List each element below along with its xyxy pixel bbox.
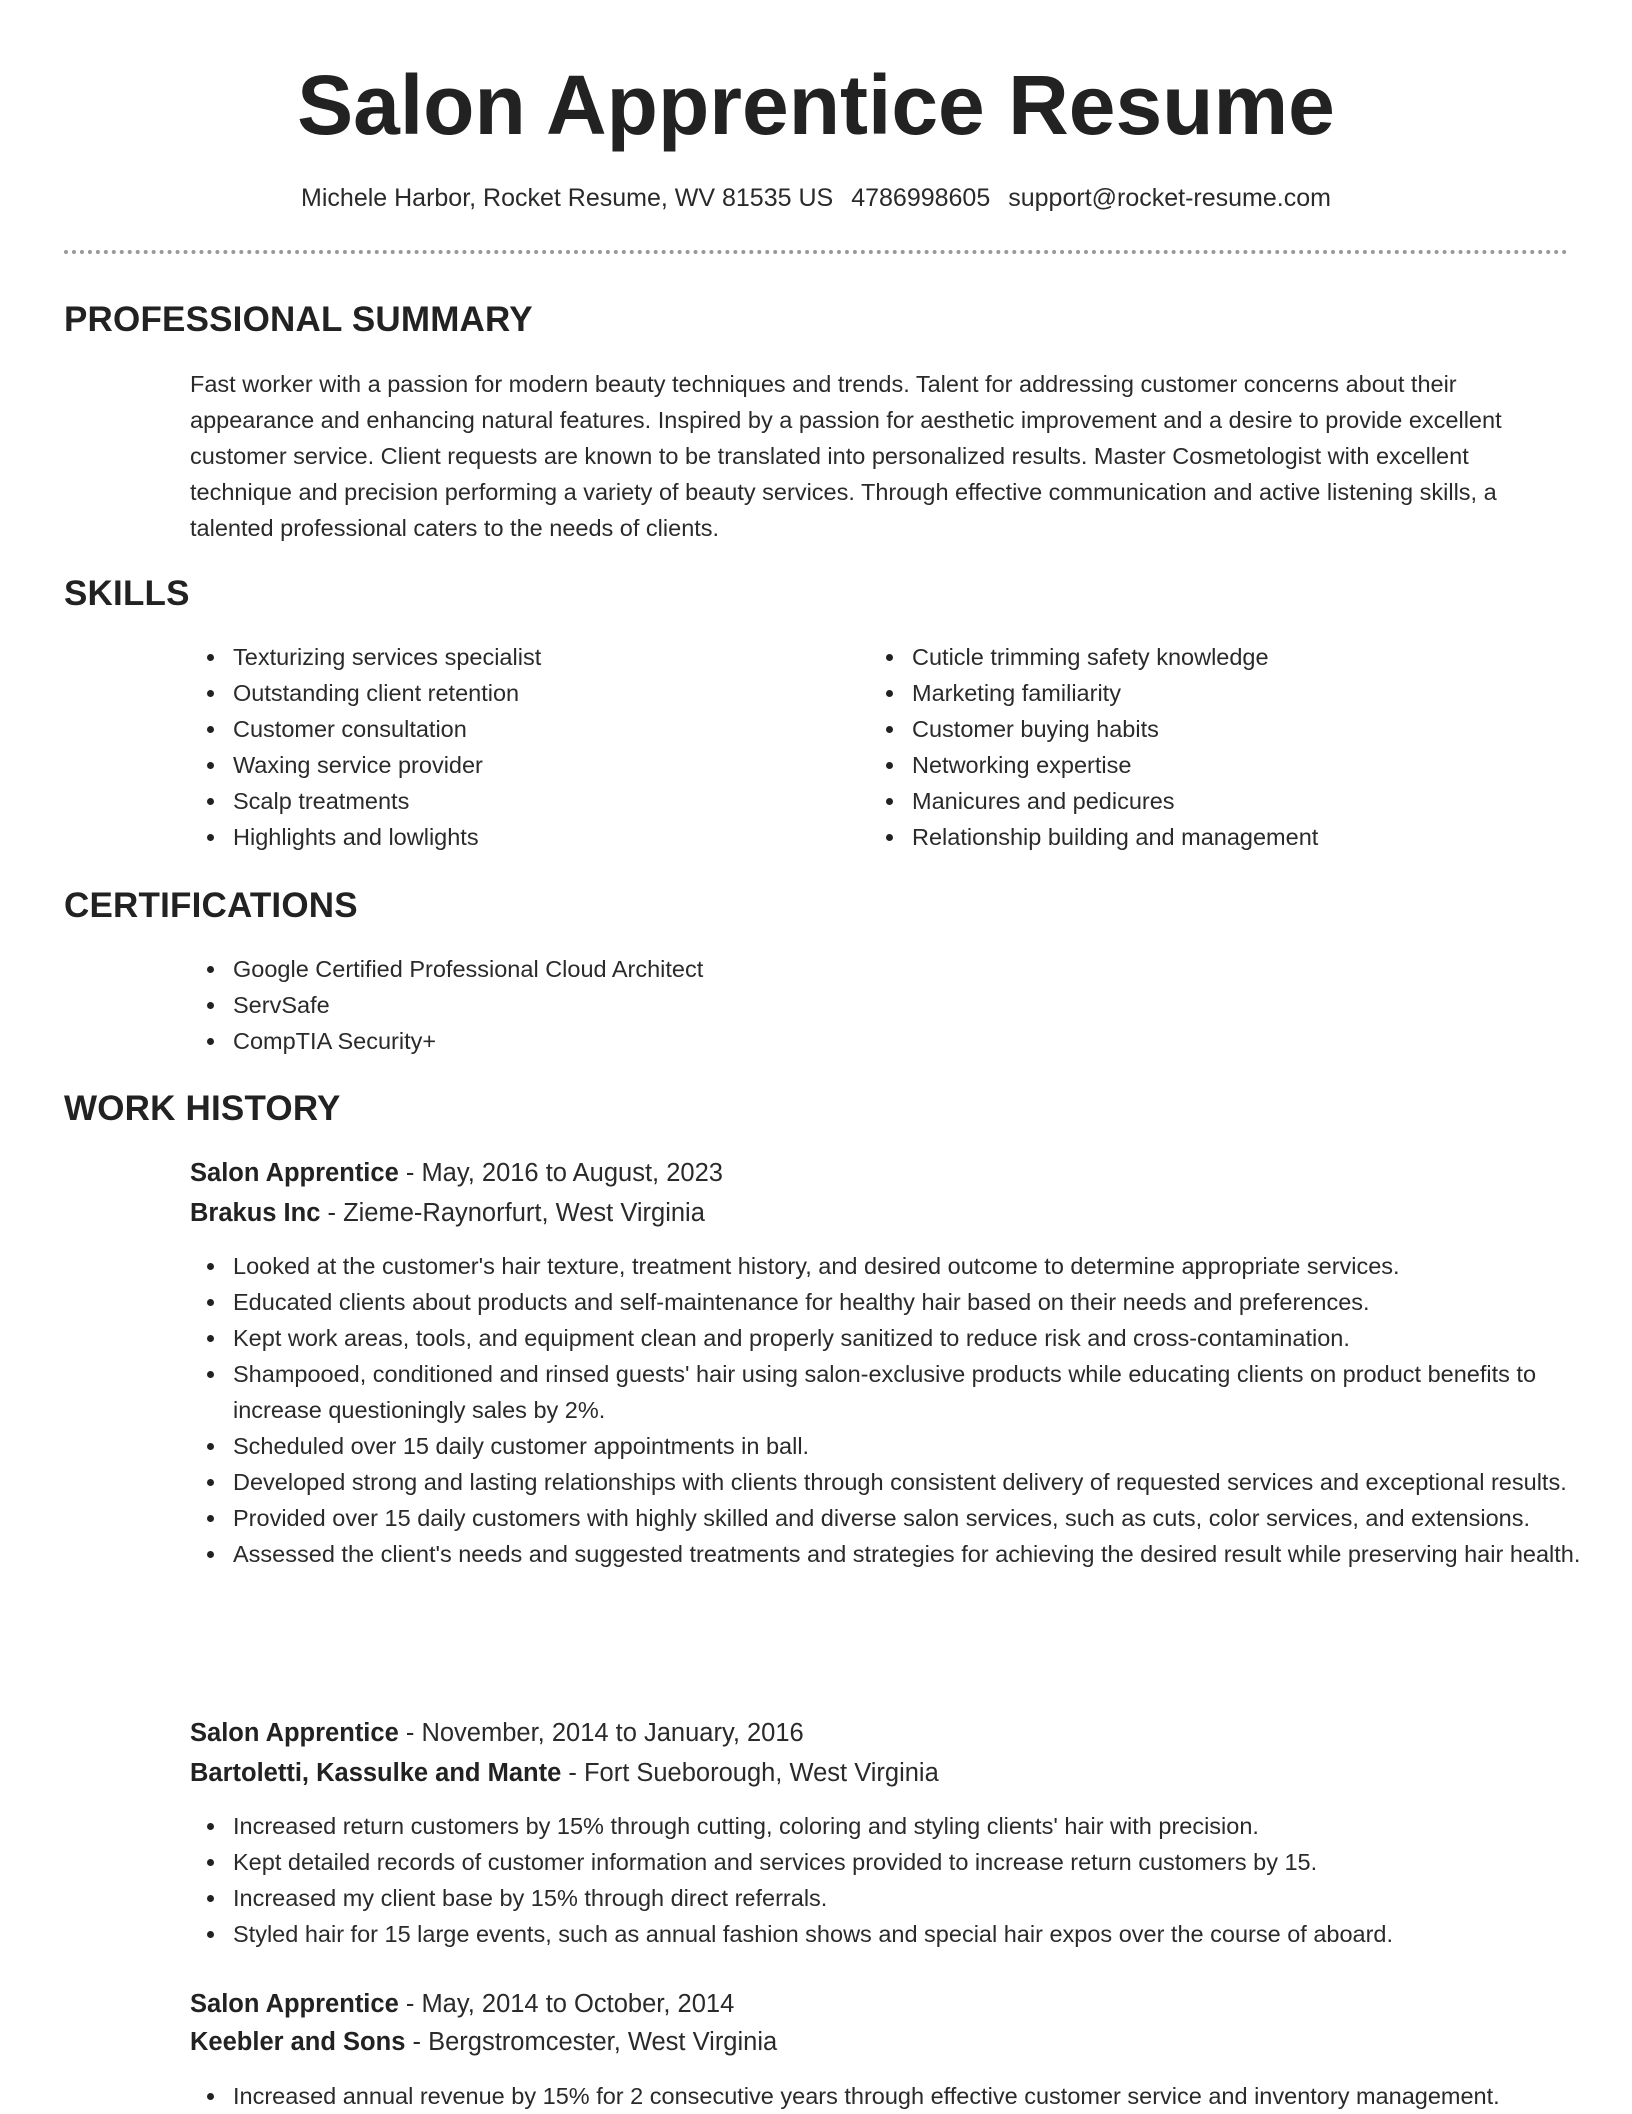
job-company: Keebler and Sons (190, 2028, 406, 2056)
certification-item: Google Certified Professional Cloud Architect (233, 951, 1593, 987)
job-separator: - (398, 1719, 422, 1747)
contact-line (0, 181, 1632, 215)
skill-item: Highlights and lowlights (233, 819, 853, 855)
job-separator: - (320, 1199, 344, 1227)
skills-list-left (190, 639, 853, 855)
skill-item: Customer consultation (233, 711, 853, 747)
section-title-summary: PROFESSIONAL SUMMARY (64, 300, 533, 339)
job-location: Fort Sueborough, West Virginia (583, 1759, 939, 1787)
summary-text: Fast worker with a passion for modern beauty techniques and trends. Talent for addressing customer concerns about their appearance and enhancing natural features. Inspired by a passion for aesthetic improvement and a desire to provide excellent customer service. Client requests are known to be translated into personalized results. Master Cosmetologist with excellent technique and precision performing a variety of beauty services. Through effective communication and active listening skills, a talented professional caters to the needs of clients. (190, 371, 1502, 541)
job-title: Salon Apprentice (190, 1719, 399, 1747)
job-bullet: Increased annual revenue by 15% for 2 consecutive years through effective customer service and inventory management. (233, 2078, 1632, 2114)
skill-item: Texturizing services specialist (233, 639, 853, 675)
job-dates: November, 2014 to January, 2016 (421, 1719, 804, 1747)
header-divider (64, 250, 1568, 254)
contact-address: Michele Harbor, Rocket Resume, WV 81535 US (301, 184, 834, 212)
job-bullet: Styled hair for 15 large events, such as annual fashion shows and special hair expos over the course of aboard. (233, 1916, 1613, 1952)
section-title-work-history: WORK HISTORY (64, 1089, 341, 1128)
job-bullet: Assessed the client's needs and suggested treatments and strategies for achieving the desired result while preserving hair health. (233, 1536, 1613, 1572)
job-bullet: Educated clients about products and self-maintenance for healthy hair based on their needs and preferences. (233, 1284, 1613, 1320)
skill-item: Networking expertise (912, 747, 1592, 783)
skill-item: Outstanding client retention (233, 675, 853, 711)
job-bullet: Provided over 15 daily customers with highly skilled and diverse salon services, such as cuts, color services, and extensions. (233, 1500, 1613, 1536)
job-company: Bartoletti, Kassulke and Mante (190, 1759, 562, 1787)
job-title-line (190, 1153, 723, 1193)
job-bullet: Kept work areas, tools, and equipment clean and properly sanitized to reduce risk and cross-contamination. (233, 1320, 1613, 1356)
skills-list-right (869, 639, 1592, 855)
skill-item: Manicures and pedicures (912, 783, 1592, 819)
contact-phone: 4786998605 (851, 184, 991, 212)
skill-item: Cuticle trimming safety knowledge (912, 639, 1592, 675)
skill-item: Waxing service provider (233, 747, 853, 783)
job-bullet: Kept detailed records of customer information and services provided to increase return customers by 15. (233, 1844, 1613, 1880)
job-separator: - (398, 1159, 422, 1187)
job-title: Salon Apprentice (190, 1990, 399, 2018)
certification-item: ServSafe (233, 987, 1593, 1023)
job-bullet: Shampooed, conditioned and rinsed guests' hair using salon-exclusive products while educating clients on product benefits to increase questioningly sales by 2%. (233, 1356, 1613, 1428)
job-dates: May, 2014 to October, 2014 (421, 1990, 735, 2018)
resume-title: Salon Apprentice Resume (297, 58, 1335, 152)
job-separator: - (405, 2028, 429, 2056)
job-company-line (190, 1753, 939, 1793)
job-title-line (190, 1713, 804, 1753)
job-company-line (190, 1193, 705, 1233)
job-separator: - (398, 1990, 422, 2018)
skill-item: Marketing familiarity (912, 675, 1592, 711)
job-location: Zieme-Raynorfurt, West Virginia (343, 1199, 705, 1227)
job-title-line (190, 1984, 734, 2024)
job-bullet: Scheduled over 15 daily customer appointments in ball. (233, 1428, 1613, 1464)
certification-item: CompTIA Security+ (233, 1023, 1593, 1059)
job-bullets (190, 1808, 1613, 1952)
job-title: Salon Apprentice (190, 1159, 399, 1187)
job-location: Bergstromcester, West Virginia (428, 2028, 778, 2056)
job-bullets (190, 1248, 1613, 1572)
job-bullet: Increased return customers by 15% through cutting, coloring and styling clients' hair with precision. (233, 1808, 1613, 1844)
job-company-line (190, 2022, 777, 2062)
job-separator: - (561, 1759, 584, 1787)
skill-item: Customer buying habits (912, 711, 1592, 747)
contact-email: support@rocket-resume.com (1008, 184, 1331, 212)
job-bullet: Developed strong and lasting relationships with clients through consistent delivery of requested services and exceptional results. (233, 1464, 1613, 1500)
job-bullet: Looked at the customer's hair texture, treatment history, and desired outcome to determine appropriate services. (233, 1248, 1613, 1284)
job-bullets (190, 2078, 1632, 2114)
job-dates: May, 2016 to August, 2023 (421, 1159, 723, 1187)
section-title-certifications: CERTIFICATIONS (64, 886, 358, 925)
job-company: Brakus Inc (190, 1199, 321, 1227)
certifications-list (190, 951, 1593, 1059)
skill-item: Relationship building and management (912, 819, 1592, 855)
skill-item: Scalp treatments (233, 783, 853, 819)
section-title-skills: SKILLS (64, 574, 190, 613)
job-bullet: Increased my client base by 15% through direct referrals. (233, 1880, 1613, 1916)
